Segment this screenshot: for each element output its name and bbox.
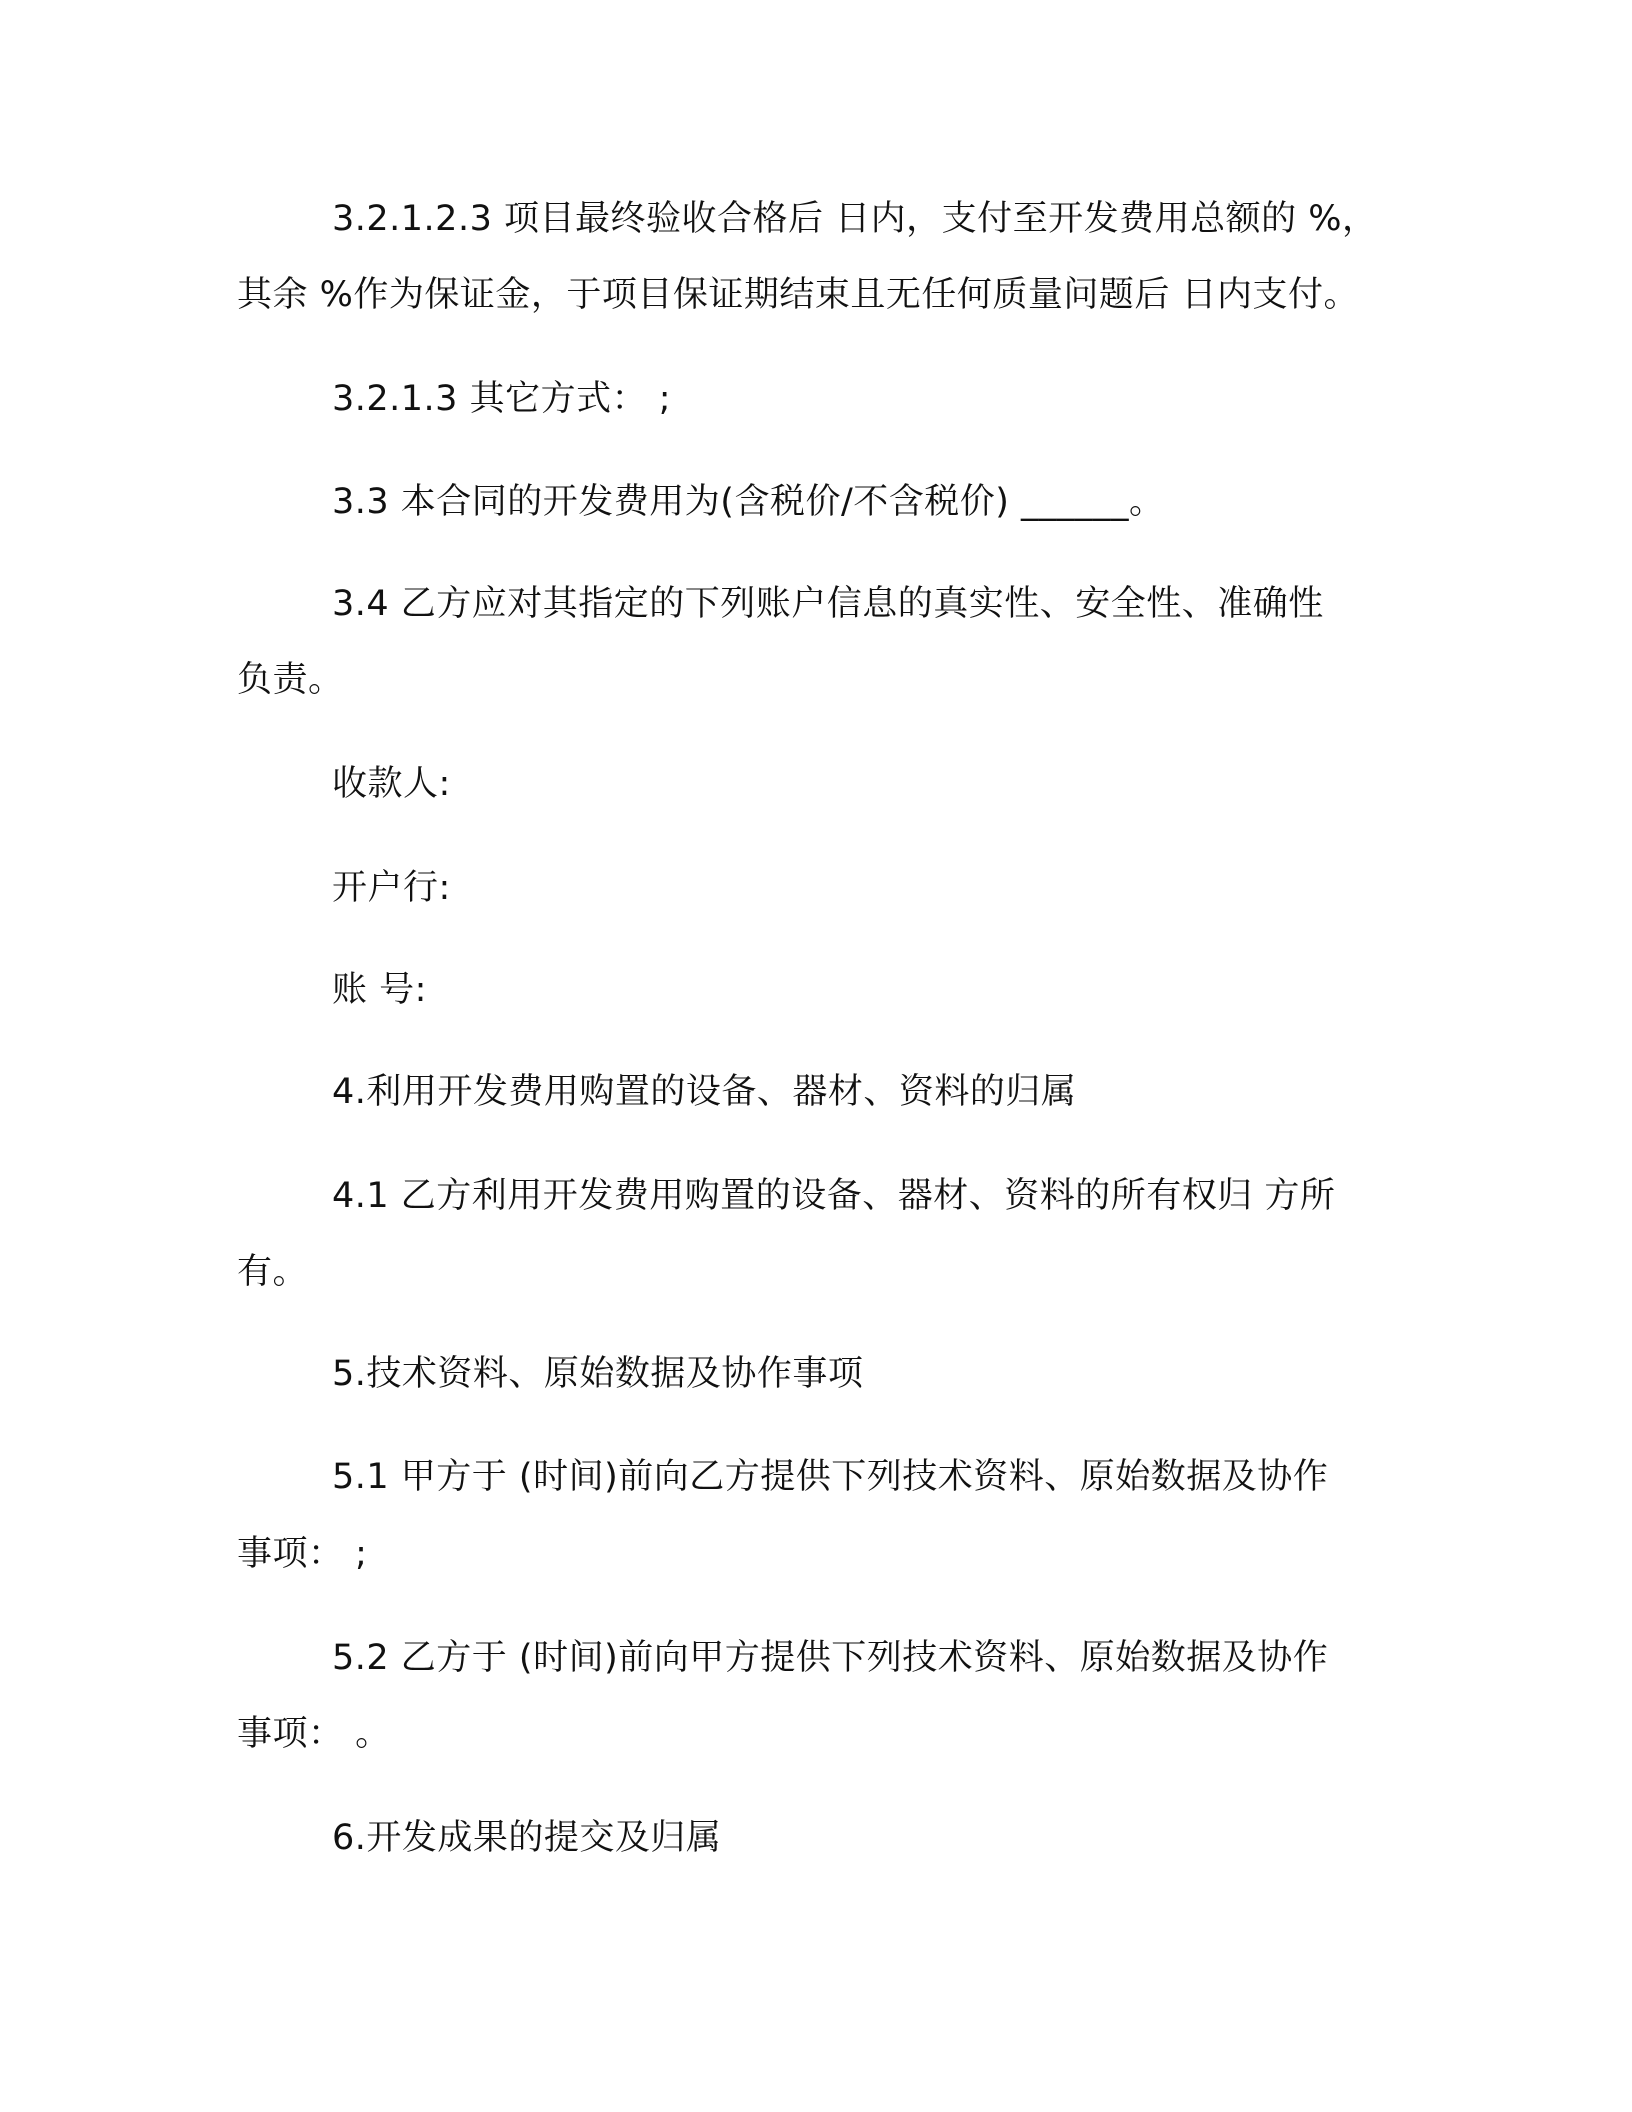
- section-6-heading: 6.开发成果的提交及归属: [332, 1818, 722, 1858]
- bank-label: 开户行:: [332, 868, 451, 908]
- paragraph-3-2-1-2-3-line-2: 其余 %作为保证金，于项目保证期结束且无任何质量问题后 日内支付。: [237, 275, 1360, 315]
- paragraph-3-2-1-2-3-line-1: 3.2.1.2.3 项目最终验收合格后 日内，支付至开发费用总额的 %，: [332, 199, 1378, 239]
- paragraph-3-4-line-2: 负责。: [237, 660, 344, 700]
- paragraph-4-1-line-2: 有。: [237, 1252, 309, 1292]
- paragraph-3-3: 3.3 本合同的开发费用为(含税价/不含税价) ______。: [332, 482, 1165, 522]
- payee-label: 收款人:: [332, 764, 451, 804]
- paragraph-5-1-line-2: 事项： ;: [237, 1534, 368, 1574]
- account-label: 账 号:: [332, 970, 427, 1010]
- paragraph-5-2-line-1: 5.2 乙方于 (时间)前向甲方提供下列技术资料、原始数据及协作: [332, 1638, 1329, 1678]
- section-5-heading: 5.技术资料、原始数据及协作事项: [332, 1354, 864, 1394]
- paragraph-5-1-line-1: 5.1 甲方于 (时间)前向乙方提供下列技术资料、原始数据及协作: [332, 1457, 1329, 1497]
- paragraph-3-2-1-3: 3.2.1.3 其它方式： ;: [332, 379, 671, 419]
- paragraph-4-1-line-1: 4.1 乙方利用开发费用购置的设备、器材、资料的所有权归 方所: [332, 1176, 1336, 1216]
- paragraph-5-2-line-2: 事项： 。: [237, 1714, 391, 1754]
- section-4-heading: 4.利用开发费用购置的设备、器材、资料的归属: [332, 1072, 1077, 1112]
- paragraph-3-4-line-1: 3.4 乙方应对其指定的下列账户信息的真实性、安全性、准确性: [332, 584, 1324, 624]
